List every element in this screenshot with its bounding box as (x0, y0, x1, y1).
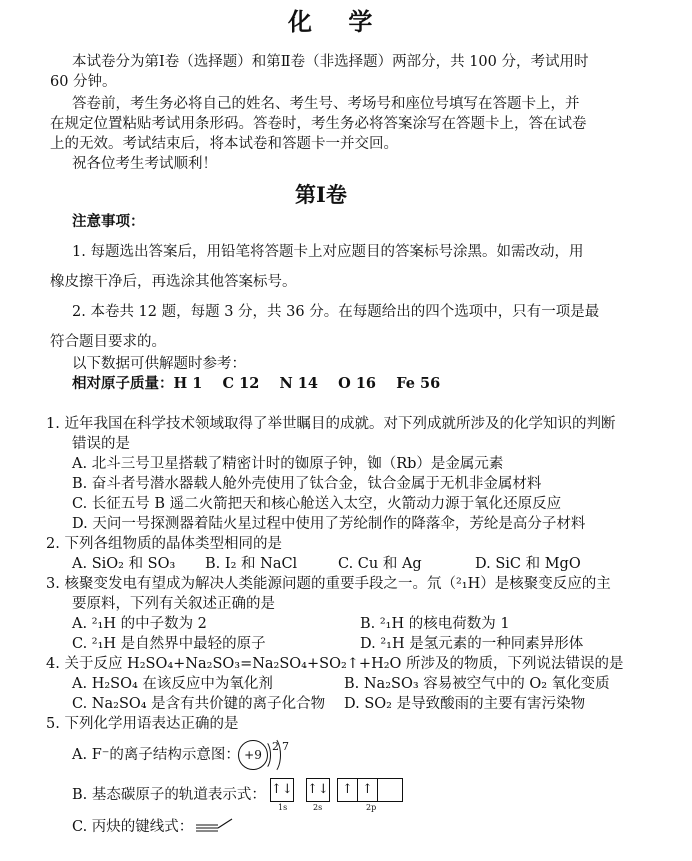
orbital-cell-1s: ↑↓ (271, 782, 293, 797)
q4-option-b: B. Na₂SO₃ 容易被空气中的 O₂ 氧化变质 (344, 676, 610, 692)
q2-option-c: C. Cu 和 Ag (338, 556, 422, 572)
q2-option-d: D. SiC 和 MgO (475, 556, 581, 572)
q5-stem: 5. 下列化学用语表达正确的是 (46, 716, 239, 732)
q3-stem-cont: 要原料，下列有关叙述正确的是 (72, 596, 275, 612)
q1-option-b: B. 奋斗者号潜水器载人舱外壳使用了钛合金，钛合金属于无机非金属材料 (72, 476, 542, 492)
orbital-cell-2p-2: ↑ (358, 779, 378, 801)
note-2-cont: 符合题目要求的。 (50, 334, 166, 350)
intro-line-6: 祝各位考生考试顺利！ (72, 156, 217, 172)
electron-shell-2-count: 7 (282, 740, 289, 753)
q5-option-a: A. F⁻的离子结构示意图： (72, 747, 240, 763)
q3-option-c: C. ²₁H 是自然界中最轻的原子 (72, 636, 266, 652)
q5-option-c: C. 丙炔的键线式： (72, 819, 194, 835)
intro-line-2: 60 分钟。 (50, 74, 117, 90)
q3-stem: 3. 核聚变发电有望成为解决人类能源问题的重要手段之一。氘（²₁H）是核聚变反应的主 (46, 576, 611, 592)
q1-option-a: A. 北斗三号卫星搭载了精密计时的铷原子钟，铷（Rb）是金属元素 (72, 456, 504, 472)
q5-option-b: B. 基态碳原子的轨道表示式： (72, 787, 266, 803)
orbital-box-1s (270, 778, 294, 802)
intro-line-5: 上的无效。考试结束后，将本试卷和答题卡一并交回。 (50, 136, 398, 152)
q2-option-a: A. SiO₂ 和 SO₃ (72, 556, 176, 572)
q4-option-c: C. Na₂SO₄ 是含有共价键的离子化合物 (72, 696, 326, 712)
q4-option-a: A. H₂SO₄ 在该反应中为氧化剂 (72, 676, 273, 692)
q4-stem: 4. 关于反应 H₂SO₄+Na₂SO₃=Na₂SO₄+SO₂↑+H₂O 所涉及的物质，下列说法错误的是 (46, 656, 624, 672)
q3-option-b: B. ²₁H 的核电荷数为 1 (360, 616, 510, 632)
orbital-box-2s (306, 778, 330, 802)
q1-stem-cont: 错误的是 (72, 436, 130, 452)
note-data-label: 以下数据可供解题时参考： (72, 356, 246, 372)
orbital-label-1s: 1s (278, 803, 288, 812)
note-1-cont: 橡皮擦干净后，再选涂其他答案标号。 (50, 274, 297, 290)
q2-option-b: B. I₂ 和 NaCl (205, 556, 298, 572)
intro-line-3: 答卷前，考生务必将自己的姓名、考生号、考场号和座位号填写在答题卡上，并 (72, 96, 580, 112)
notes-heading: 注意事项： (72, 213, 145, 230)
page-title: 化 学 (288, 7, 387, 36)
note-2: 2. 本卷共 12 题，每题 3 分，共 36 分。在每题给出的四个选项中，只有一项是最 (72, 304, 600, 320)
intro-line-4: 在规定位置粘贴考试用条形码。答卷时，考生务必将答案涂写在答题卡上，答在试卷 (50, 116, 587, 132)
q1-stem: 1. 近年我国在科学技术领域取得了举世瞩目的成就。对下列成就所涉及的化学知识的判断 (46, 416, 616, 432)
orbital-cell-2s: ↑↓ (307, 782, 329, 797)
q1-option-c: C. 长征五号 B 遥二火箭把天和核心舱送入太空，火箭动力源于氧化还原反应 (72, 496, 562, 512)
orbital-cell-2p-1: ↑ (338, 779, 358, 801)
orbital-cell-2p-3 (378, 779, 398, 801)
q1-option-d: D. 天问一号探测器着陆火星过程中使用了芳纶制作的降落伞，芳纶是高分子材料 (72, 516, 586, 532)
orbital-box-2p (337, 778, 403, 802)
q4-option-d: D. SO₂ 是导致酸雨的主要有害污染物 (344, 696, 586, 712)
electron-shell-1-count: 2 (272, 740, 279, 753)
q2-stem: 2. 下列各组物质的晶体类型相同的是 (46, 536, 282, 552)
orbital-label-2s: 2s (313, 803, 323, 812)
propyne-skeletal-formula (196, 816, 236, 834)
fluoride-ion-nucleus: +9 (238, 740, 268, 770)
orbital-label-2p: 2p (366, 803, 377, 812)
q3-option-a: A. ²₁H 的中子数为 2 (72, 616, 207, 632)
note-1: 1. 每题选出答案后，用铅笔将答题卡上对应题目的答案标号涂黑。如需改动，用 (72, 244, 584, 260)
section-title: 第Ⅰ卷 (295, 182, 347, 207)
q3-option-d: D. ²₁H 是氢元素的一种同素异形体 (360, 636, 584, 652)
atomic-masses: 相对原子质量：H 1 C 12 N 14 O 16 Fe 56 (72, 375, 441, 392)
intro-line-1: 本试卷分为第Ⅰ卷（选择题）和第Ⅱ卷（非选择题）两部分，共 100 分，考试用时 (72, 54, 589, 70)
